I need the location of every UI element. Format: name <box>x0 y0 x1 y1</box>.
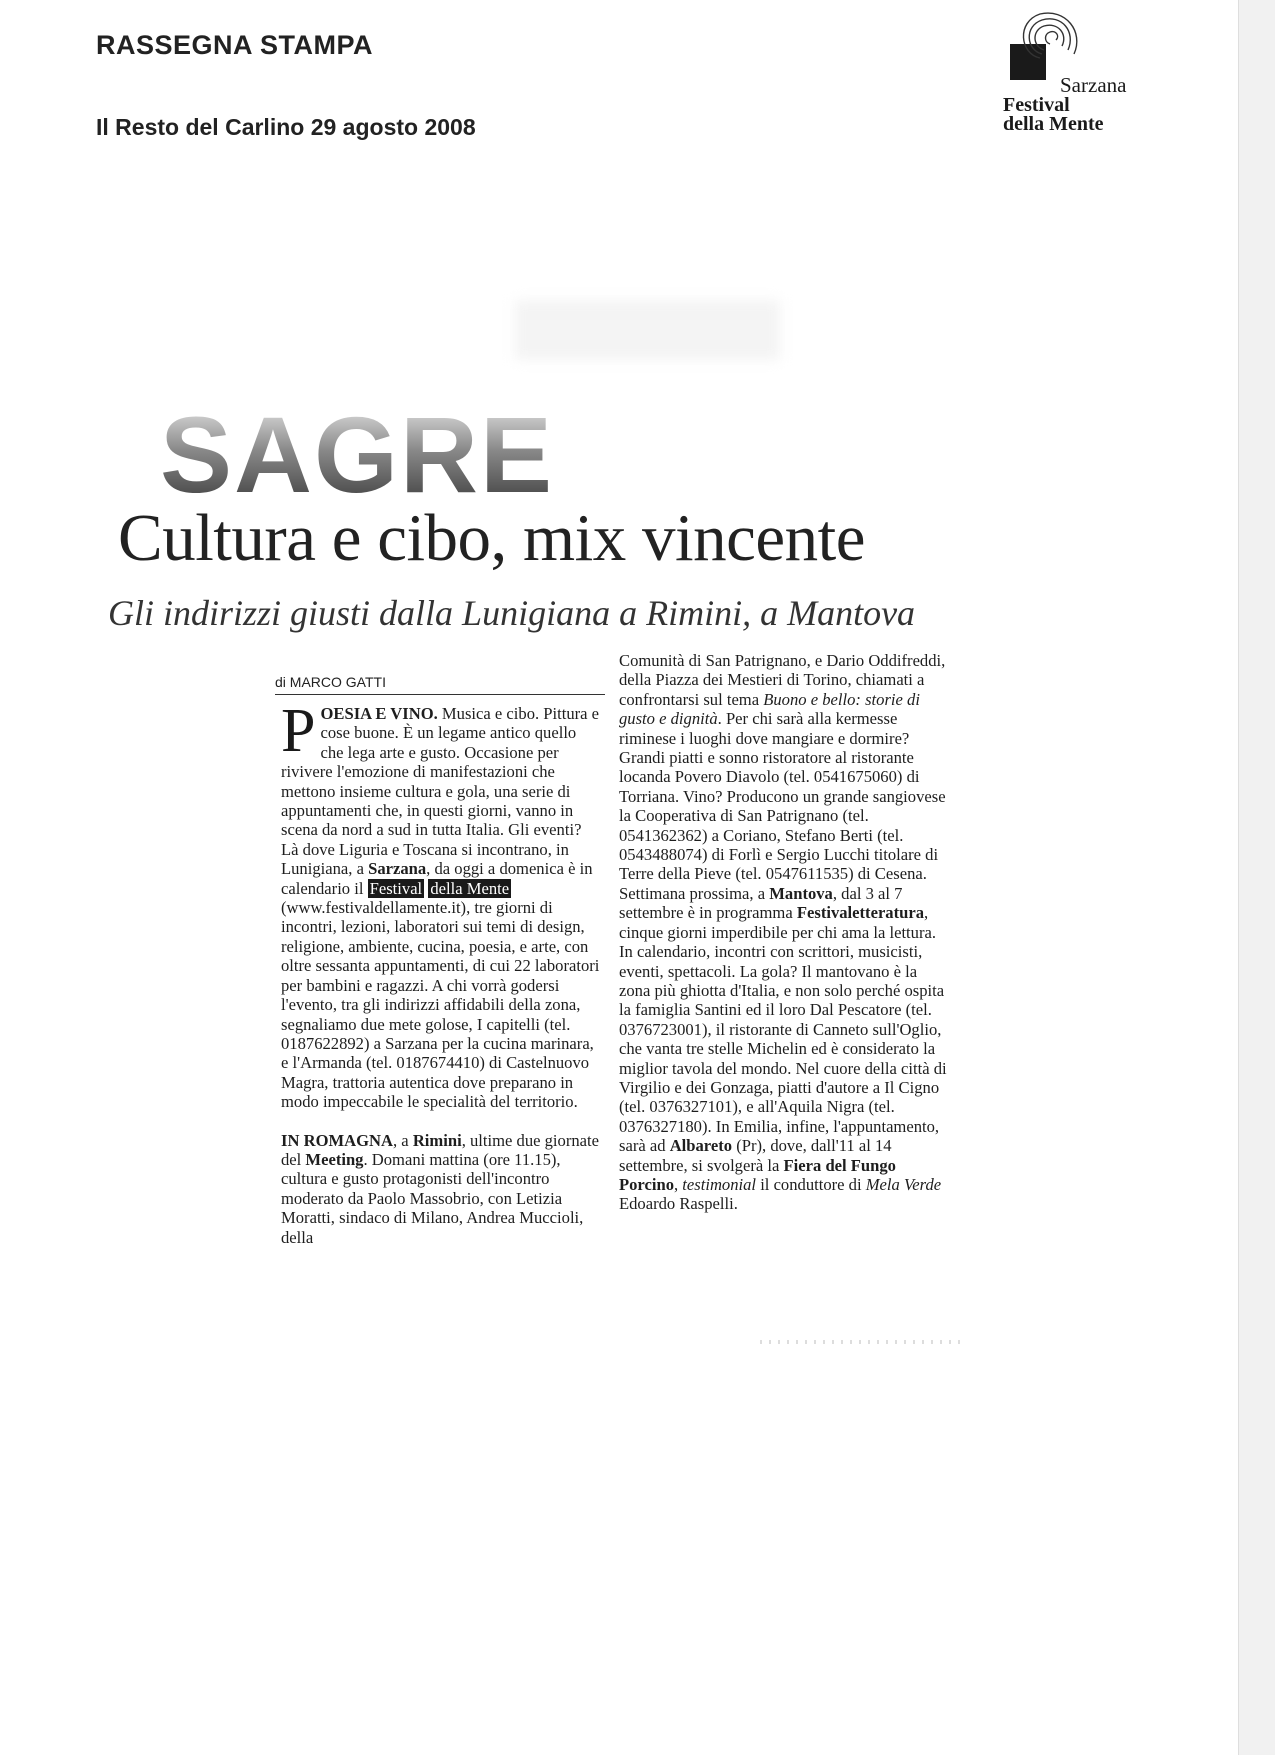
byline <box>275 672 605 695</box>
text-run: , dal 3 al 7 settembre è in programma <box>619 883 903 923</box>
event-festivaletteratura: Festivaletteratura <box>796 903 925 923</box>
place-rimini: Rimini <box>412 1130 462 1150</box>
logo-line-della-mente: della Mente <box>1003 113 1104 135</box>
festival-logo <box>1000 10 1150 140</box>
show-title: Mela Verde <box>865 1174 942 1194</box>
logo-line-festival: Festival <box>1003 94 1070 116</box>
scan-noise <box>760 1340 960 1344</box>
article-headline: Cultura e cibo, mix vincente <box>118 501 865 575</box>
place-sarzana: Sarzana <box>368 859 427 879</box>
text-run: (Pr), dove, dall'11 al 14 settembre, si svolgerà la <box>619 1136 892 1175</box>
text-run: (www.festivaldellamente.it), tre giorni di incontri, lezioni, laboratori sui temi di design, religione, ambiente, cucina, poesia, e arte, con oltre sessanta appuntamenti, di cui 22 laboratori per bambini e ragazzi. A chi vorrà godersi l'evento, tra gli indirizzi affidabili della zona, segnaliamo due mete golose, I capitelli (tel. 0187622892) a Sarzana per la cucina marinara, e l'Armanda (tel. 0187674410) di Castelnuovo Magra, trattoria autentica dove preparano in modo impeccabile le specialità del territorio. <box>281 898 600 1112</box>
paragraph-in-romagna <box>281 1131 603 1247</box>
byline-author: MARCO GATTI <box>289 674 386 690</box>
byline-prefix: di <box>275 674 286 690</box>
scan-edge <box>1238 0 1275 1755</box>
article-subheadline: Gli indirizzi giusti dalla Lunigiana a Rimini, a Mantova <box>108 593 916 633</box>
publication-date-line: Il Resto del Carlino 29 agosto 2008 <box>96 114 476 140</box>
text-run: il conduttore di <box>756 1174 866 1194</box>
place-mantova: Mantova <box>769 883 833 903</box>
article-column-2 <box>619 651 952 1214</box>
italic-word: testimonial <box>682 1174 757 1194</box>
event-fiera-fungo-porcino: Fiera del Fungo Porcino <box>619 1155 896 1194</box>
text-run: , da oggi a domenica è in calendario il <box>281 859 593 898</box>
lead-in: IN ROMAGNA <box>281 1130 393 1150</box>
lead-in: OESIA E VINO. <box>320 704 438 723</box>
press-review-label: RASSEGNA STAMPA <box>96 30 374 60</box>
spiral-logo-icon <box>1004 10 1094 80</box>
text-run: . Per chi sarà alla kermesse riminese i luoghi dove mangiare e dormire? Grandi piatti e sonno ristoratore al ristorante locanda Povero Diavolo (tel. 0541675060) di Torriana. Vino? Producono un grande sangiovese la Cooperativa di San Patrignano (tel. 0541362362) a Coriano, Stefano Berti (tel. 0543488074) di Forlì e Sergio Lucchi titolare di Terre della Pieve (tel. 0547611535) di Cesena. Settimana prossima, a <box>619 709 946 903</box>
text-run: Comunità di San Patrignano, e Dario Oddifreddi, della Piazza dei Mestieri di Torino, chiamati a confrontarsi sul tema <box>619 651 946 709</box>
highlight-della-mente: della Mente <box>430 878 510 898</box>
text-run: Musica e cibo. Pittura e cose buone. È un legame antico quello che lega arte e gusto. Occasione per rivivere l'emozione di manifestazioni che mettono insieme cultura e gola, una serie di appuntamenti che, in questi giorni, vanno in scena da nord a sud in tutta Italia. Gli eventi? Là dove Liguria e Toscana si incontrano, in Lunigiana, a <box>281 704 600 879</box>
paragraph-continued <box>619 651 952 1214</box>
text-run: Edoardo Raspelli. <box>619 1194 738 1214</box>
text-run: . Domani mattina (ore 11.15), cultura e gusto protagonisti dell'incontro moderato da Paolo Massobrio, con Letizia Moratti, sindaco di Milano, Andrea Muccioli, della <box>281 1149 584 1247</box>
topic-title: Buono e bello: storie di gusto e dignità <box>619 689 920 729</box>
article-kicker: SAGRE <box>160 394 555 515</box>
logo-line-sarzana: Sarzana <box>1060 73 1127 97</box>
text-run: , a <box>393 1130 413 1150</box>
drop-cap: P <box>281 697 316 765</box>
article-column-1 <box>281 697 603 1247</box>
highlight-festival: Festival <box>369 878 423 898</box>
paragraph-poesia-e-vino <box>281 697 603 1112</box>
scan-smudge <box>515 300 780 360</box>
event-meeting: Meeting <box>305 1149 364 1169</box>
text-run: , ultime due giornate del <box>281 1130 600 1169</box>
text-run: , cinque giorni imperdibile per chi ama la lettura. In calendario, incontri con scrittori, musicisti, eventi, spettacoli. La gola? Il mantovano è la zona più ghiotta d'Italia, e non solo perché ospita la famiglia Santini ed il loro Dal Pescatore (tel. 0376723001), il ristorante di Canneto sull'Oglio, che vanta tre stelle Michelin ed è considerato la miglior tavola del mondo. Nel cuore della città di Virgilio e dei Gonzaga, piatti d'autore a Il Cigno (tel. 0376327101), e all'Aquila Nigra (tel. 0376327180). In Emilia, infine, l'appuntamento, sarà ad <box>619 903 947 1156</box>
text-run: , <box>674 1174 683 1194</box>
place-albareto: Albareto <box>669 1136 733 1156</box>
